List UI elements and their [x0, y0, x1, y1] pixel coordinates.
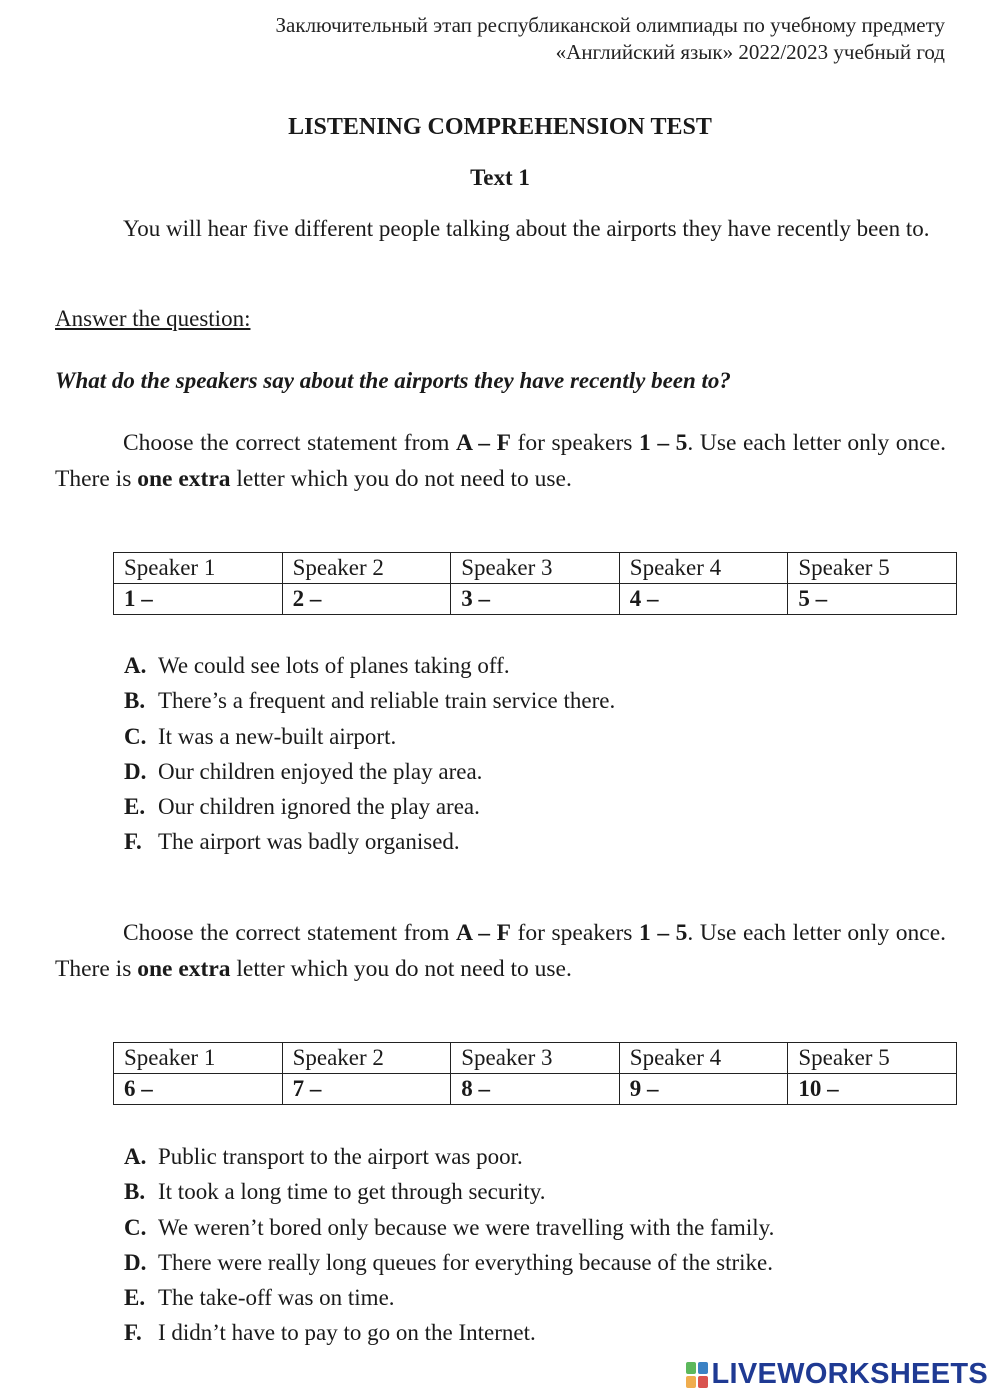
instruction-text: for speakers: [510, 430, 639, 456]
answer-cell-8[interactable]: 8 –: [451, 1074, 620, 1105]
instruction-text: Choose the correct statement from: [123, 430, 457, 456]
answer-label: Answer the question:: [55, 306, 251, 331]
speaker-cell: Speaker 3: [451, 553, 620, 584]
logo-mark-icon: [686, 1362, 708, 1388]
option-text: Our children ignored the play area.: [158, 794, 480, 820]
option-item: [124, 1282, 774, 1317]
logo-square: [686, 1362, 696, 1374]
option-text: It was a new-built airport.: [158, 723, 397, 749]
option-letter: C.: [124, 1214, 147, 1240]
option-letter: B.: [124, 688, 146, 714]
speaker-cell: Speaker 2: [282, 553, 451, 584]
speaker-row: [114, 553, 957, 584]
instruction-text: letter which you do not need to use.: [230, 956, 572, 982]
instruction-extra: one extra: [137, 466, 231, 492]
instruction-2: [55, 915, 946, 987]
option-text: We could see lots of planes taking off.: [158, 653, 510, 678]
option-text: Our children enjoyed the play area.: [158, 758, 483, 784]
option-letter: C.: [124, 723, 147, 749]
answer-cell-4[interactable]: 4 –: [619, 584, 788, 615]
instruction-range: 1 – 5: [639, 430, 688, 456]
option-letter: F.: [124, 829, 142, 855]
option-letter: E.: [124, 794, 146, 820]
option-item: [124, 1141, 774, 1176]
answer-cell-7[interactable]: 7 –: [282, 1074, 451, 1105]
option-letter: A.: [124, 1144, 147, 1169]
speaker-cell: Speaker 5: [788, 1043, 957, 1074]
instruction-text: . Use each letter only once. There is: [55, 920, 947, 982]
option-item: [124, 721, 615, 756]
option-item: [124, 685, 615, 720]
option-letter: A.: [124, 653, 147, 678]
answer-cell-6[interactable]: 6 –: [114, 1074, 283, 1105]
option-letter: F.: [124, 1320, 142, 1346]
speaker-cell: Speaker 4: [619, 553, 788, 584]
answer-table-1: [113, 552, 957, 615]
option-letter: D.: [124, 1249, 147, 1275]
option-item: [124, 1212, 774, 1247]
speaker-cell: Speaker 4: [619, 1043, 788, 1074]
instruction-text: letter which you do not need to use.: [230, 466, 572, 492]
question-text: What do the speakers say about the airports they have recently been to?: [55, 368, 731, 393]
answer-cell-1[interactable]: 1 –: [114, 584, 283, 615]
instruction-1: [55, 425, 946, 497]
option-text: I didn’t have to pay to go on the Internet.: [158, 1320, 536, 1346]
answer-cell-9[interactable]: 9 –: [619, 1074, 788, 1105]
option-item: [124, 756, 615, 791]
page-title: LISTENING COMPREHENSION TEST: [288, 114, 712, 140]
option-text: It took a long time to get through security.: [158, 1179, 546, 1205]
option-item: [124, 791, 615, 826]
option-letter: D.: [124, 758, 147, 784]
option-item: [124, 650, 615, 685]
answer-cell-2[interactable]: 2 –: [282, 584, 451, 615]
option-text: Public transport to the airport was poor.: [158, 1144, 523, 1169]
answer-row: [114, 584, 957, 615]
instruction-text: for speakers: [510, 920, 639, 946]
options-list-1: [124, 650, 615, 862]
instruction-range: 1 – 5: [639, 920, 688, 946]
option-text: There were really long queues for everything because of the strike.: [158, 1249, 773, 1275]
liveworksheets-logo[interactable]: [686, 1358, 989, 1391]
speaker-cell: Speaker 2: [282, 1043, 451, 1074]
option-text: We weren’t bored only because we were travelling with the family.: [158, 1214, 775, 1240]
text-subtitle: Text 1: [470, 165, 530, 190]
speaker-row: [114, 1043, 957, 1074]
speaker-cell: Speaker 3: [451, 1043, 620, 1074]
instruction-letters: A – F: [456, 920, 511, 946]
header-line-2: «Английский язык» 2022/2023 учебный год: [555, 40, 945, 64]
logo-square: [698, 1362, 708, 1374]
logo-square: [698, 1376, 708, 1388]
speaker-cell: Speaker 1: [114, 1043, 283, 1074]
option-letter: B.: [124, 1179, 146, 1205]
speaker-cell: Speaker 5: [788, 553, 957, 584]
instruction-extra: one extra: [137, 956, 231, 982]
logo-text: LIVEWORKSHEETS: [711, 1358, 988, 1390]
answer-table-2: [113, 1042, 957, 1105]
logo-square: [686, 1376, 696, 1388]
option-text: There’s a frequent and reliable train service there.: [158, 688, 616, 714]
option-item: [124, 1247, 774, 1282]
answer-cell-5[interactable]: 5 –: [788, 584, 957, 615]
page-header: [276, 12, 945, 66]
option-letter: E.: [124, 1285, 146, 1311]
speaker-cell: Speaker 1: [114, 553, 283, 584]
options-list-2: [124, 1141, 774, 1353]
answer-row: [114, 1074, 957, 1105]
option-text: The airport was badly organised.: [158, 829, 460, 855]
header-line-1: Заключительный этап республиканской олимпиады по учебному предмету: [275, 13, 945, 37]
option-text: The take-off was on time.: [158, 1285, 395, 1311]
option-item: [124, 826, 615, 861]
instruction-text: Choose the correct statement from: [123, 920, 457, 946]
answer-cell-3[interactable]: 3 –: [451, 584, 620, 615]
instruction-letters: A – F: [456, 430, 511, 456]
answer-cell-10[interactable]: 10 –: [788, 1074, 957, 1105]
option-item: [124, 1317, 774, 1352]
option-item: [124, 1176, 774, 1211]
instruction-text: . Use each letter only once. There is: [55, 430, 947, 492]
intro-paragraph: You will hear five different people talking about the airports they have recently been to.: [123, 216, 930, 241]
